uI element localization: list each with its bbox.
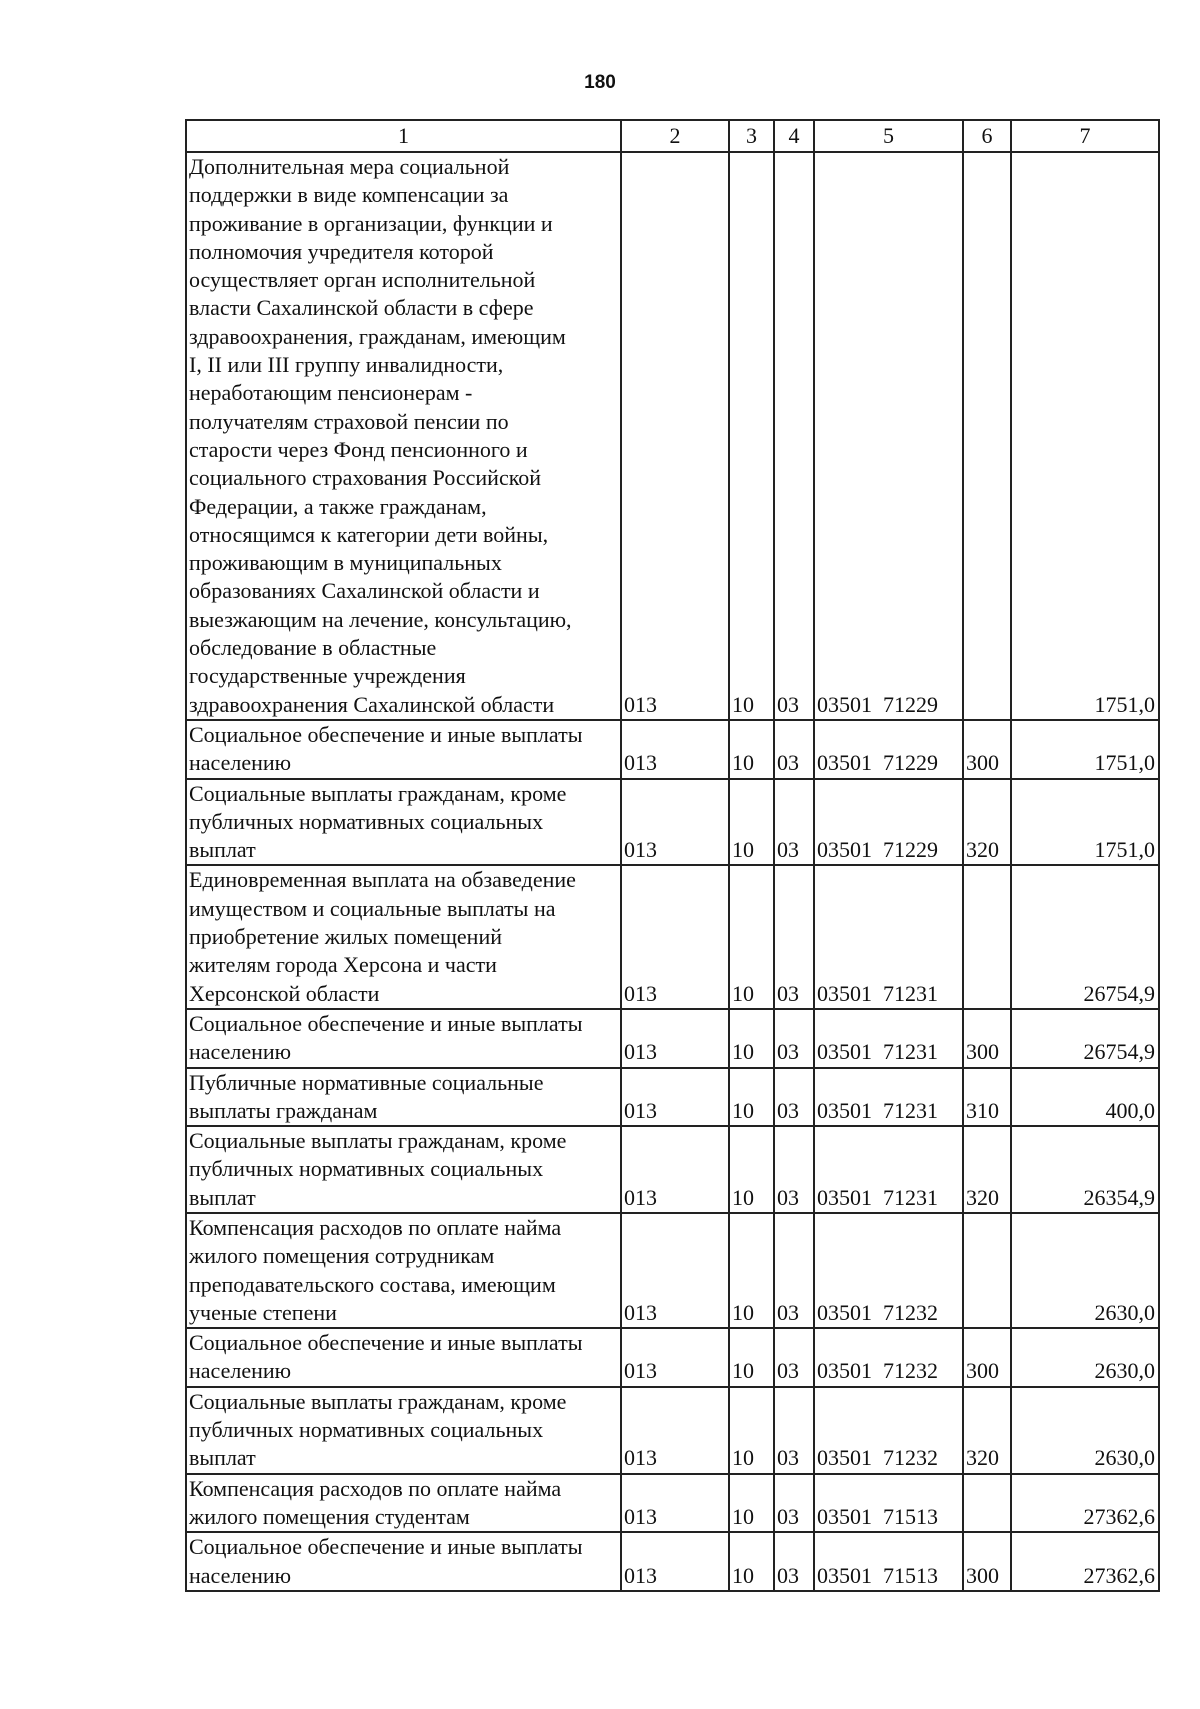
section-code: 10 bbox=[729, 1328, 774, 1387]
description-line: выплаты гражданам bbox=[189, 1097, 378, 1123]
description-line: Социальное обеспечение и иные выплаты bbox=[189, 721, 583, 747]
target-article-code bbox=[814, 865, 963, 1008]
target-article-code bbox=[814, 1387, 963, 1474]
section-code: 10 bbox=[729, 1068, 774, 1127]
target-article-code bbox=[814, 1009, 963, 1068]
amount: 1751,0 bbox=[1011, 779, 1159, 866]
direction-code: 71513 bbox=[883, 1503, 938, 1529]
row-description bbox=[186, 1009, 621, 1068]
expense-type-code bbox=[963, 1213, 1011, 1328]
ministry-code: 013 bbox=[621, 1068, 729, 1127]
expense-type-code bbox=[963, 1474, 1011, 1533]
description-line: власти Сахалинской области в сфере bbox=[189, 295, 534, 321]
ministry-code: 013 bbox=[621, 1328, 729, 1387]
table-row bbox=[186, 1009, 1159, 1068]
row-description bbox=[186, 1328, 621, 1387]
ministry-code: 013 bbox=[621, 1532, 729, 1591]
ministry-code: 013 bbox=[621, 1387, 729, 1474]
description-line: жилого помещения студентам bbox=[189, 1503, 470, 1529]
table-row bbox=[186, 152, 1159, 720]
section-code: 10 bbox=[729, 1532, 774, 1591]
column-header: 2 bbox=[621, 120, 729, 152]
program-code: 03501 bbox=[817, 1039, 872, 1065]
row-description bbox=[186, 720, 621, 779]
table-row bbox=[186, 720, 1159, 779]
amount: 26754,9 bbox=[1011, 1009, 1159, 1068]
page-number: 180 bbox=[584, 72, 616, 93]
column-header: 4 bbox=[774, 120, 814, 152]
target-article-code bbox=[814, 1068, 963, 1127]
row-description bbox=[186, 1474, 621, 1533]
target-article-code bbox=[814, 1328, 963, 1387]
target-article-code bbox=[814, 1532, 963, 1591]
direction-code: 71513 bbox=[883, 1562, 938, 1588]
target-article-code bbox=[814, 1126, 963, 1213]
ministry-code: 013 bbox=[621, 865, 729, 1008]
table-row bbox=[186, 1387, 1159, 1474]
program-code: 03501 bbox=[817, 1184, 872, 1210]
direction-code: 71232 bbox=[883, 1299, 938, 1325]
table-header-row bbox=[186, 120, 1159, 152]
description-line: публичных нормативных социальных bbox=[189, 1156, 544, 1182]
description-line: приобретение жилых помещений bbox=[189, 924, 502, 950]
row-description bbox=[186, 1213, 621, 1328]
description-line: обследование в областные bbox=[189, 635, 437, 661]
description-line: выплат bbox=[189, 1184, 256, 1210]
description-line: публичных нормативных социальных bbox=[189, 1417, 544, 1443]
description-line: выезжающим на лечение, консультацию, bbox=[189, 606, 572, 632]
subsection-code: 03 bbox=[774, 1009, 814, 1068]
description-line: Дополнительная мера социальной bbox=[189, 154, 510, 179]
description-line: проживающим в муниципальных bbox=[189, 550, 502, 576]
description-line: Херсонской области bbox=[189, 980, 380, 1006]
description-line: Федерации, а также гражданам, bbox=[189, 493, 487, 519]
expense-type-code bbox=[963, 865, 1011, 1008]
expense-type-code: 320 bbox=[963, 779, 1011, 866]
amount: 2630,0 bbox=[1011, 1213, 1159, 1328]
description-line: Социальные выплаты гражданам, кроме bbox=[189, 1128, 567, 1154]
row-description bbox=[186, 1532, 621, 1591]
program-code: 03501 bbox=[817, 1503, 872, 1529]
description-line: населению bbox=[189, 750, 292, 776]
direction-code: 71231 bbox=[883, 980, 938, 1006]
description-line: Социальное обеспечение и иные выплаты bbox=[189, 1010, 583, 1036]
table-row bbox=[186, 865, 1159, 1008]
description-line: проживание в организации, функции и bbox=[189, 210, 553, 236]
row-description bbox=[186, 865, 621, 1008]
ministry-code: 013 bbox=[621, 152, 729, 720]
subsection-code: 03 bbox=[774, 1387, 814, 1474]
program-code: 03501 bbox=[817, 1299, 872, 1325]
description-line: государственные учреждения bbox=[189, 663, 466, 689]
description-line: относящимся к категории дети войны, bbox=[189, 521, 549, 547]
description-line: Единовременная выплата на обзаведение bbox=[189, 867, 576, 893]
description-line: поддержки в виде компенсации за bbox=[189, 182, 509, 208]
description-line: выплат bbox=[189, 837, 256, 863]
row-description bbox=[186, 152, 621, 720]
subsection-code: 03 bbox=[774, 779, 814, 866]
row-description bbox=[186, 1387, 621, 1474]
target-article-code bbox=[814, 720, 963, 779]
description-line: Социальное обеспечение и иные выплаты bbox=[189, 1534, 583, 1560]
section-code: 10 bbox=[729, 1009, 774, 1068]
description-line: Социальное обеспечение и иные выплаты bbox=[189, 1330, 583, 1356]
description-line: выплат bbox=[189, 1445, 256, 1471]
row-description bbox=[186, 1068, 621, 1127]
program-code: 03501 bbox=[817, 1097, 872, 1123]
description-line: населению bbox=[189, 1039, 292, 1065]
ministry-code: 013 bbox=[621, 1213, 729, 1328]
budget-table bbox=[185, 119, 1160, 1592]
description-line: публичных нормативных социальных bbox=[189, 808, 544, 834]
amount: 400,0 bbox=[1011, 1068, 1159, 1127]
column-header: 1 bbox=[186, 120, 621, 152]
table-row bbox=[186, 1126, 1159, 1213]
subsection-code: 03 bbox=[774, 720, 814, 779]
description-line: осуществляет орган исполнительной bbox=[189, 267, 536, 293]
description-line: полномочия учредителя которой bbox=[189, 238, 494, 264]
amount: 26754,9 bbox=[1011, 865, 1159, 1008]
section-code: 10 bbox=[729, 720, 774, 779]
description-line: Компенсация расходов по оплате найма bbox=[189, 1475, 562, 1501]
ministry-code: 013 bbox=[621, 1009, 729, 1068]
amount: 26354,9 bbox=[1011, 1126, 1159, 1213]
expense-type-code bbox=[963, 152, 1011, 720]
amount: 2630,0 bbox=[1011, 1328, 1159, 1387]
description-line: старости через Фонд пенсионного и bbox=[189, 436, 528, 462]
direction-code: 71229 bbox=[883, 750, 938, 776]
description-line: Публичные нормативные социальные bbox=[189, 1069, 544, 1095]
program-code: 03501 bbox=[817, 1358, 872, 1384]
expense-type-code: 310 bbox=[963, 1068, 1011, 1127]
direction-code: 71232 bbox=[883, 1445, 938, 1471]
direction-code: 71232 bbox=[883, 1358, 938, 1384]
expense-type-code: 320 bbox=[963, 1387, 1011, 1474]
ministry-code: 013 bbox=[621, 779, 729, 866]
section-code: 10 bbox=[729, 152, 774, 720]
row-description bbox=[186, 1126, 621, 1213]
description-line: преподавательского состава, имеющим bbox=[189, 1271, 556, 1297]
direction-code: 71231 bbox=[883, 1184, 938, 1210]
amount: 27362,6 bbox=[1011, 1532, 1159, 1591]
subsection-code: 03 bbox=[774, 1474, 814, 1533]
column-header: 3 bbox=[729, 120, 774, 152]
program-code: 03501 bbox=[817, 750, 872, 776]
direction-code: 71229 bbox=[883, 691, 938, 717]
description-line: населению bbox=[189, 1358, 292, 1384]
column-header: 5 bbox=[814, 120, 963, 152]
description-line: Социальные выплаты гражданам, кроме bbox=[189, 780, 567, 806]
expense-type-code: 300 bbox=[963, 1328, 1011, 1387]
program-code: 03501 bbox=[817, 1562, 872, 1588]
amount: 27362,6 bbox=[1011, 1474, 1159, 1533]
ministry-code: 013 bbox=[621, 1126, 729, 1213]
description-line: населению bbox=[189, 1562, 292, 1588]
column-header: 6 bbox=[963, 120, 1011, 152]
amount: 2630,0 bbox=[1011, 1387, 1159, 1474]
description-line: жилого помещения сотрудникам bbox=[189, 1243, 495, 1269]
table-row bbox=[186, 1328, 1159, 1387]
description-line: здравоохранения Сахалинской области bbox=[189, 691, 555, 717]
target-article-code bbox=[814, 1474, 963, 1533]
section-code: 10 bbox=[729, 779, 774, 866]
section-code: 10 bbox=[729, 1126, 774, 1213]
description-line: неработающим пенсионерам - bbox=[189, 380, 473, 406]
subsection-code: 03 bbox=[774, 152, 814, 720]
ministry-code: 013 bbox=[621, 720, 729, 779]
direction-code: 71229 bbox=[883, 837, 938, 863]
expense-type-code: 320 bbox=[963, 1126, 1011, 1213]
amount: 1751,0 bbox=[1011, 720, 1159, 779]
subsection-code: 03 bbox=[774, 865, 814, 1008]
expense-type-code: 300 bbox=[963, 1009, 1011, 1068]
description-line: образованиях Сахалинской области и bbox=[189, 578, 540, 604]
direction-code: 71231 bbox=[883, 1039, 938, 1065]
amount: 1751,0 bbox=[1011, 152, 1159, 720]
program-code: 03501 bbox=[817, 837, 872, 863]
row-description bbox=[186, 779, 621, 866]
target-article-code bbox=[814, 779, 963, 866]
program-code: 03501 bbox=[817, 691, 872, 717]
subsection-code: 03 bbox=[774, 1213, 814, 1328]
section-code: 10 bbox=[729, 1387, 774, 1474]
table-row bbox=[186, 1532, 1159, 1591]
subsection-code: 03 bbox=[774, 1126, 814, 1213]
target-article-code bbox=[814, 152, 963, 720]
direction-code: 71231 bbox=[883, 1097, 938, 1123]
section-code: 10 bbox=[729, 1213, 774, 1328]
table-row bbox=[186, 1474, 1159, 1533]
description-line: получателям страховой пенсии по bbox=[189, 408, 509, 434]
ministry-code: 013 bbox=[621, 1474, 729, 1533]
expense-type-code: 300 bbox=[963, 1532, 1011, 1591]
description-line: ученые степени bbox=[189, 1299, 337, 1325]
description-line: Социальные выплаты гражданам, кроме bbox=[189, 1388, 567, 1414]
subsection-code: 03 bbox=[774, 1068, 814, 1127]
section-code: 10 bbox=[729, 1474, 774, 1533]
description-line: здравоохранения, гражданам, имеющим bbox=[189, 323, 566, 349]
table-row bbox=[186, 1068, 1159, 1127]
subsection-code: 03 bbox=[774, 1532, 814, 1591]
description-line: имуществом и социальные выплаты на bbox=[189, 895, 556, 921]
description-line: социального страхования Российской bbox=[189, 465, 542, 491]
table-row bbox=[186, 779, 1159, 866]
program-code: 03501 bbox=[817, 1445, 872, 1471]
program-code: 03501 bbox=[817, 980, 872, 1006]
expense-type-code: 300 bbox=[963, 720, 1011, 779]
table-row bbox=[186, 1213, 1159, 1328]
description-line: жителям города Херсона и части bbox=[189, 952, 497, 978]
subsection-code: 03 bbox=[774, 1328, 814, 1387]
column-header: 7 bbox=[1011, 120, 1159, 152]
section-code: 10 bbox=[729, 865, 774, 1008]
description-line: I, II или III группу инвалидности, bbox=[189, 352, 504, 378]
target-article-code bbox=[814, 1213, 963, 1328]
description-line: Компенсация расходов по оплате найма bbox=[189, 1214, 562, 1240]
